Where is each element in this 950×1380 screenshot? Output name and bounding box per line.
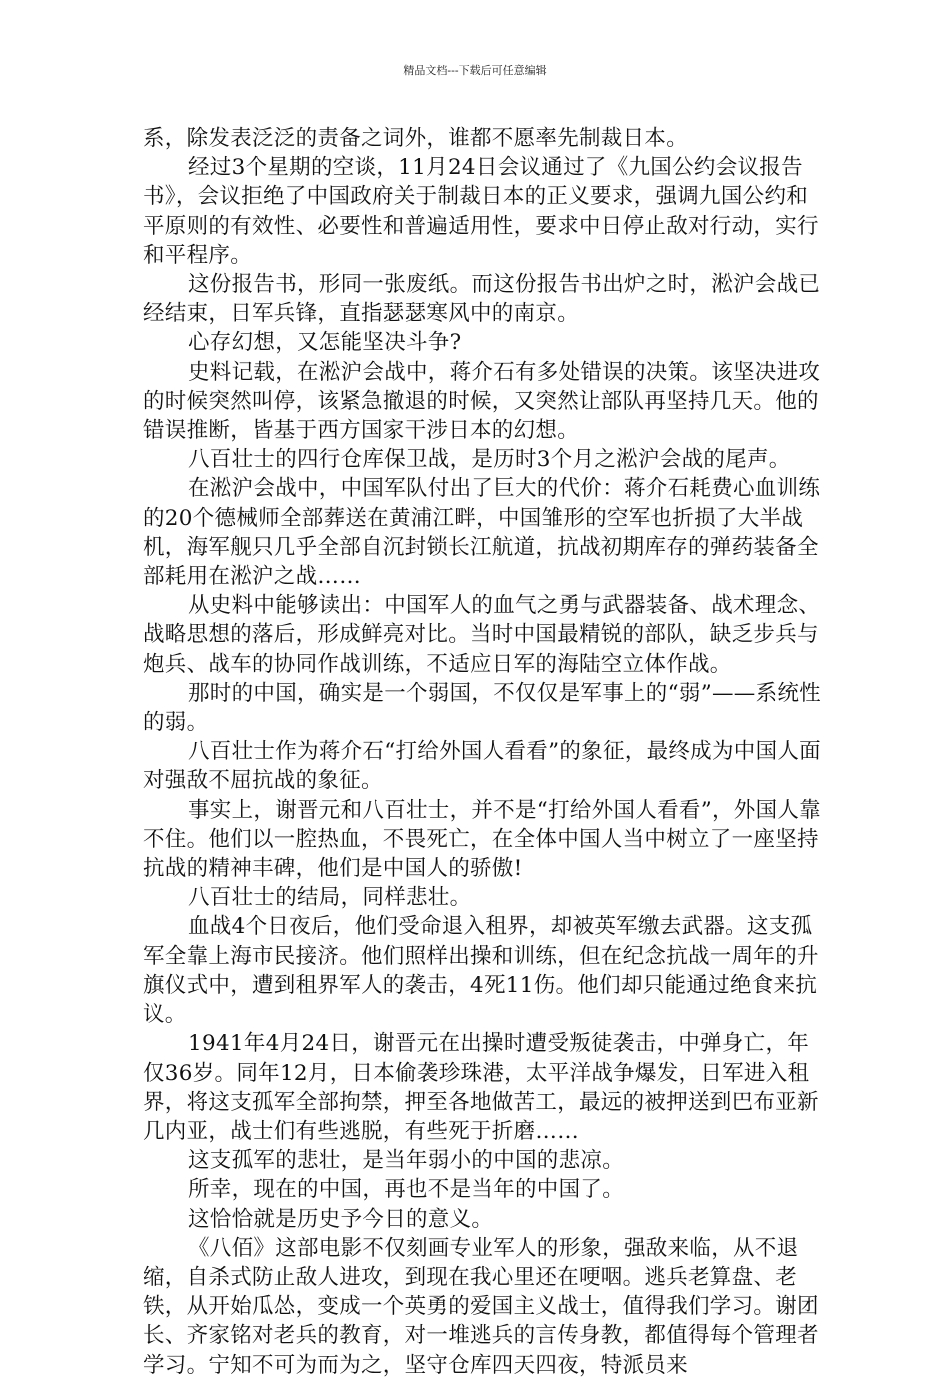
- paragraph: 系，除发表泛泛的责备之词外，谁都不愿率先制裁日本。: [143, 126, 689, 151]
- paragraph: 这支孤军的悲壮，是当年弱小的中国的悲凉。: [188, 1148, 625, 1174]
- paragraph: 那时的中国，确实是一个弱国，不仅仅是军事上的“弱”——系统性的弱。: [143, 680, 821, 736]
- paragraph: 心存幻想，又怎能坚决斗争?: [188, 330, 462, 356]
- page-header: 精品文档---下载后可任意编辑: [403, 64, 547, 77]
- paragraph: 八百壮士作为蒋介石“打给外国人看看”的象征，最终成为中国人面对强敌不屈抗战的象征。: [143, 739, 821, 794]
- paragraph: 所幸，现在的中国，再也不是当年的中国了。: [188, 1177, 625, 1203]
- paragraph: 经过3个星期的空谈，11月24日会议通过了《九国公约会议报告书》，会议拒绝了中国政府关于制裁日本的正义要求，强调九国公约和平原则的有效性、必要性和普遍适用性，要求中日停止敌对行动，实行和平程序。: [143, 155, 819, 268]
- paragraph: 血战4个日夜后，他们受命退入租界，却被英军缴去武器。这支孤军全靠上海市民接济。他们照样出操和训练，但在纪念抗战一周年的升旗仪式中，遭到租界军人的袭击，4死11伤。他们却只能通过绝食来抗议。: [143, 914, 819, 1028]
- paragraph: 这恰恰就是历史予今日的意义。: [188, 1206, 494, 1232]
- paragraph: 这份报告书，形同一张废纸。而这份报告书出炉之时，淞沪会战已经结束，日军兵锋，直指瑟瑟寒风中的南京。: [143, 272, 821, 327]
- paragraph: 从史料中能够读出：中国军人的血气之勇与武器装备、战术理念、战略思想的落后，形成鲜亮对比。当时中国最精锐的部队，缺乏步兵与炮兵、战车的协同作战训练，不适应日军的海陆空立体作战。: [143, 593, 821, 677]
- paragraph: 史料记载，在淞沪会战中，蒋介石有多处错误的决策。该坚决进攻的时候突然叫停，该紧急撤退的时候，又突然让部队再坚持几天。他的错误推断，皆基于西方国家干涉日本的幻想。: [143, 359, 821, 444]
- document-body: [143, 124, 823, 1380]
- paragraph: 八百壮士的四行仓库保卫战，是历时3个月之淞沪会战的尾声。: [188, 447, 791, 473]
- paragraph: 在淞沪会战中，中国军队付出了巨大的代价：蒋介石耗费心血训练的20个德械师全部葬送在黄浦江畔，中国雏形的空军也折损了大半战机，海军舰只几乎全部自沉封锁长江航道，抗战初期库存的弹药装备全部耗用在淞沪之战……: [143, 476, 821, 590]
- paragraph: 事实上，谢晋元和八百壮士，并不是“打给外国人看看”，外国人靠不住。他们以一腔热血，不畏死亡，在全体中国人当中树立了一座坚持抗战的精神丰碑，他们是中国人的骄傲!: [143, 797, 821, 882]
- paragraph: 八百壮士的结局，同样悲壮。: [188, 885, 472, 911]
- paragraph: 《八佰》这部电影不仅刻画专业军人的形象，强敌来临，从不退缩，自杀式防止敌人进攻，到现在我心里还在哽咽。逃兵老算盘、老铁，从开始瓜怂，变成一个英勇的爱国主义战士，值得我们学习。谢团长、齐家铭对老兵的教育，对一堆逃兵的言传身教，都值得每个管理者学习。宁知不可为而为之，坚守仓库四天四夜，特派员来: [143, 1235, 819, 1378]
- paragraph: 1941年4月24日，谢晋元在出操时遭受叛徒袭击，中弹身亡，年仅36岁。同年12月，日本偷袭珍珠港，太平洋战争爆发，日军进入租界，将这支孤军全部拘禁，押至各地做苦工，最远的被押送到巴布亚新几内亚，战士们有些逃脱，有些死于折磨……: [143, 1031, 819, 1144]
